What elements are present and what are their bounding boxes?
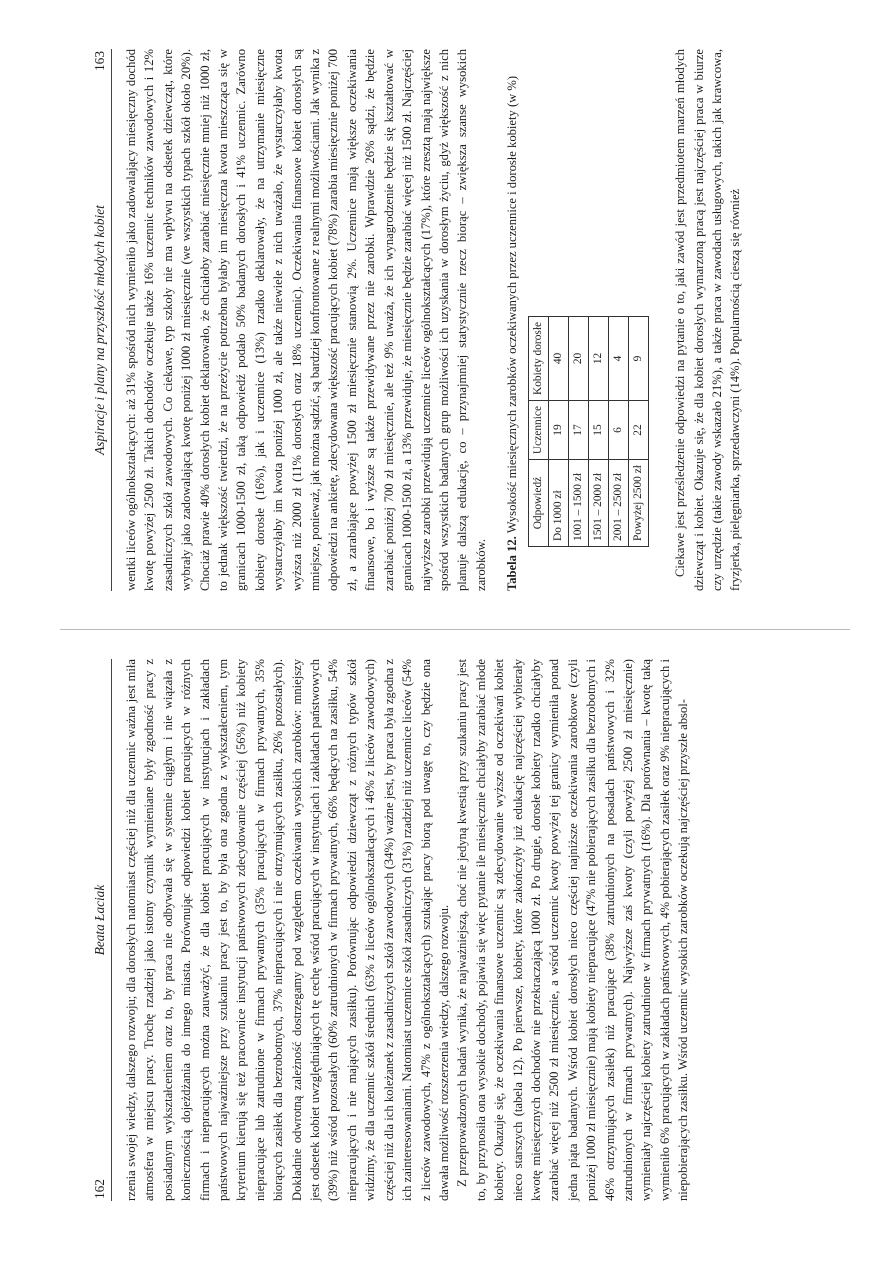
table-caption-text: Wysokość miesięcznych zarobków oczekiwanych przez uczennice i dorosłe kobiety (w %) xyxy=(505,75,520,534)
table-cell: 12 xyxy=(589,316,609,400)
table-row xyxy=(629,316,649,546)
table-row xyxy=(569,316,589,546)
paragraph: Ciekawe jest prześledzenie odpowiedzi na pytanie o to, jaki zawód jest przedmiotem marzeń młodych dziewcząt i kobiet. Okazuje się, że dla kobiet dorosłych wymarzoną pracą jest najczęściej praca w biurze czy urzędzie (takie zawody wskazało 21%), a także praca w zawodach usługowych, takich jak krawcowa, fryzjerka, pielęgniarka, sprzedawczyni (14%). Popularnością cieszą się również xyxy=(673,49,743,591)
left-page-number: 162 xyxy=(92,1179,107,1199)
table-cell: 19 xyxy=(549,401,569,460)
left-running-head xyxy=(84,659,112,1201)
paragraph: Z przeprowadzonych badań wynika, że najważniejszą, choć nie jedyną kwestią przy szukaniu pracy jest to, by przynosiła ona wysokie dochody, pojawia się więc pytanie ile miesięcznie chciałyby zarabiać młode kobiety. Okazuje się, że oczekiwania finansowe uczennic są zdecydowanie wyższe od oczekiwań kobiet nieco starszych (tabela 12). Po pierwsze, kobiety, które zakończyły już edukację najczęściej wybierały kwotę miesięcznych dochodów nie przekraczającą 1000 zł. Po drugie, dorosłe kobiety rzadko chciałyby zarabiać więcej niż 2500 zł miesięcznie, a wśród uczennic kwoty powyżej tej granicy wymieniła ponad jedna piąta badanych. Wśród kobiet dorosłych nieco częściej najniższe oczekiwania zarobkowe (czyli poniżej 1000 zł miesięcznie) mają kobiety niepracujące (47% nie pobierających zasiłku dla bezrobotnych i 46% otrzymujących zasiłek) niż pracujące (38% zatrudnionych na posadach państwowych i 32% zatrudnionych w firmach prywatnych). Najwyższe zaś kwoty (czyli powyżej 2500 zł miesięcznie) wymieniały najczęściej kobiety zatrudnione w firmach prywatnych (16%). Dla porównania – kwotę taką wymieniło 6% pracujących w zakładach państwowych, 4% pobierających zasiłek oraz 9% niepracujących i niepobierających zasiłku. Wśród uczennic wysokich zarobków oczekują najczęściej przyszłe absol- xyxy=(455,659,691,1201)
page-gutter xyxy=(60,629,850,630)
right-header-title: Aspiracje i plany na przyszłość młodych kobiet xyxy=(92,205,107,455)
table-cell: 9 xyxy=(629,316,649,400)
right-page-number: 163 xyxy=(92,51,107,71)
table-caption xyxy=(504,49,520,591)
table-row xyxy=(589,316,609,546)
table-cell: 40 xyxy=(549,316,569,400)
column-header: Odpowiedź xyxy=(529,460,549,547)
table-cell: 20 xyxy=(569,316,589,400)
table-cell: 1001 – 1500 zł xyxy=(569,460,589,547)
earnings-table xyxy=(528,316,649,547)
left-page-body xyxy=(122,659,693,1201)
table-cell: 4 xyxy=(609,316,629,400)
left-page xyxy=(84,659,814,1201)
column-header: Kobiety dorosłe xyxy=(529,316,549,400)
table-cell: 22 xyxy=(629,401,649,460)
table-cell: Do 1000 zł xyxy=(549,460,569,547)
table-label: Tabela 12. xyxy=(505,536,520,591)
table-row xyxy=(549,316,569,546)
table-cell: 17 xyxy=(569,401,589,460)
table-cell: 15 xyxy=(589,401,609,460)
table-row xyxy=(609,316,629,546)
table-cell: 6 xyxy=(609,401,629,460)
paragraph: rzenia swojej wiedzy, dalszego rozwoju; dla dorosłych natomiast częściej niż dla uczennic ważna jest miła atmosfera w miejscu pracy. Trochę rzadziej jako istotny czynnik wymieniane były zgodność pracy z posiadanym wykształceniem oraz to, by praca nie odbywała się w systemie ciągłym i nie wiązała z koniecznością dojeżdżania do innego miasta. Porównując odpowiedzi kobiet pracujących w różnych firmach i niepracujących można zauważyć, że dla kobiet pracujących w instytucjach i zakładach państwowych najważniejsze przy szukaniu pracy jest to, by była ona zgodna z wykształceniem, tym kryterium kierują się też pracownice instytucji państwowych zdecydowanie częściej (56%) niż kobiety niepracujące lub zatrudnione w firmach prywatnych (35% pracujących w firmach prywatnych, 35% biorących zasiłek dla bezrobotnych, 37% niepracujących i nie otrzymujących zasiłku, 26% pozostałych). Dokładnie odwrotną zależność dostrzegamy pod względem oczekiwania wysokich zarobków: mniejszy jest odsetek kobiet uwzględniających tę cechę wśród pracujących w instytucjach i zakładach państwowych (39%) niż wśród pozostałych (60% zatrudnionych w firmach prywatnych, 66% będących na zasiłku, 54% niepracujących i nie mających zasiłku). Porównując odpowiedzi dziewcząt z różnych typów szkół widzimy, że dla uczennic szkół średnich (63% z liceów ogólnokształcących i 46% z liceów zawodowych) częściej niż dla ich koleżanek z zasadniczych szkół zawodowych (34%) ważne jest, by praca była zgodna z ich zainteresowaniami. Natomiast uczennice szkół zasadniczych (31%) rzadziej niż uczennice liceów (54% z liceów zawodowych, 47% z ogólnokształcących) szukając pracy biorą pod uwagę to, czy będzie ona dawała możliwość rozszerzenia wiedzy, dalszego rozwoju. xyxy=(124,659,451,1201)
table-cell: 2001 – 2500 zł xyxy=(609,460,629,547)
table-cell: Powyżej 2500 zł xyxy=(629,460,649,547)
column-header: Uczennice xyxy=(529,401,549,460)
right-page xyxy=(84,49,814,591)
left-header-author: Beata Łaciak xyxy=(92,884,107,956)
paragraph: wentki liceów ogólnokształcących: aż 31% spośród nich wymieniło jako zadowalający miesięczny dochód kwotę powyżej 2500 zł. Takich dochodów oczekuje także 16% uczennic techników zawodowych i 12% zasadniczych szkół zawodowych. Co ciekawe, typ szkoły nie ma wpływu na odsetek dziewcząt, które wybrały jako zadowalającą kwotę poniżej 1000 zł miesięcznie (we wszystkich typach szkół około 20%). Chociaż prawie 40% dorosłych kobiet deklarowało, że chciałoby zarabiać miesięcznie mniej niż 1000 zł, to jednak większość twierdzi, że na przeżycie potrzebna byłaby im miesięczna kwota mieszcząca się w granicach 1000-1500 zł, taką odpowiedź podało 50% badanych dorosłych i 41% uczennic. Zarówno kobiety dorosłe (16%), jak i uczennice (13%) rzadko deklarowały, że na utrzymanie miesięczne wystarczyłaby im kwota poniżej 1000 zł, ale także niewiele z nich uważało, że wystarczyłaby kwota wyższa niż 2000 zł (11% dorosłych oraz 18% uczennic). Oczekiwania finansowe kobiet dorosłych są mniejsze, ponieważ, jak można sądzić, są bardziej konfrontowane z realnymi możliwościami. Jak wynika z odpowiedzi na ankietę, zdecydowana większość pracujących kobiet (78%) zarabia miesięcznie poniżej 700 zł, a zarabiające powyżej 1500 zł miesięcznie stanowią 2%. Uczennice mają większe oczekiwania finansowe, bo i wyższe są także przewidywane przez nie zarobki. Wprawdzie 26% sądzi, że będzie zarabiać poniżej 700 zł miesięcznie, ale też 9% uważa, że ich wynagrodzenie będzie się kształtować w granicach 1000-1500 zł, a 13% przewiduje, że miesięcznie będzie zarabiać więcej niż 1500 zł. Najczęściej najwyższe zarobki przewidują uczennice liceów ogólnokształcących (17%), które zresztą mają największe spośród wszystkich badanych grup możliwości ich uzyskania w dorosłym życiu, gdyż większość z nich planuje dalszą edukację, co – przynajmniej statystycznie rzecz biorąc – zwiększa szanse wysokich zarobków. xyxy=(124,49,488,591)
table-cell: 1501 – 2000 zł xyxy=(589,460,609,547)
right-page-body xyxy=(122,49,745,591)
table-header-row xyxy=(529,316,549,546)
right-running-head xyxy=(84,49,112,591)
